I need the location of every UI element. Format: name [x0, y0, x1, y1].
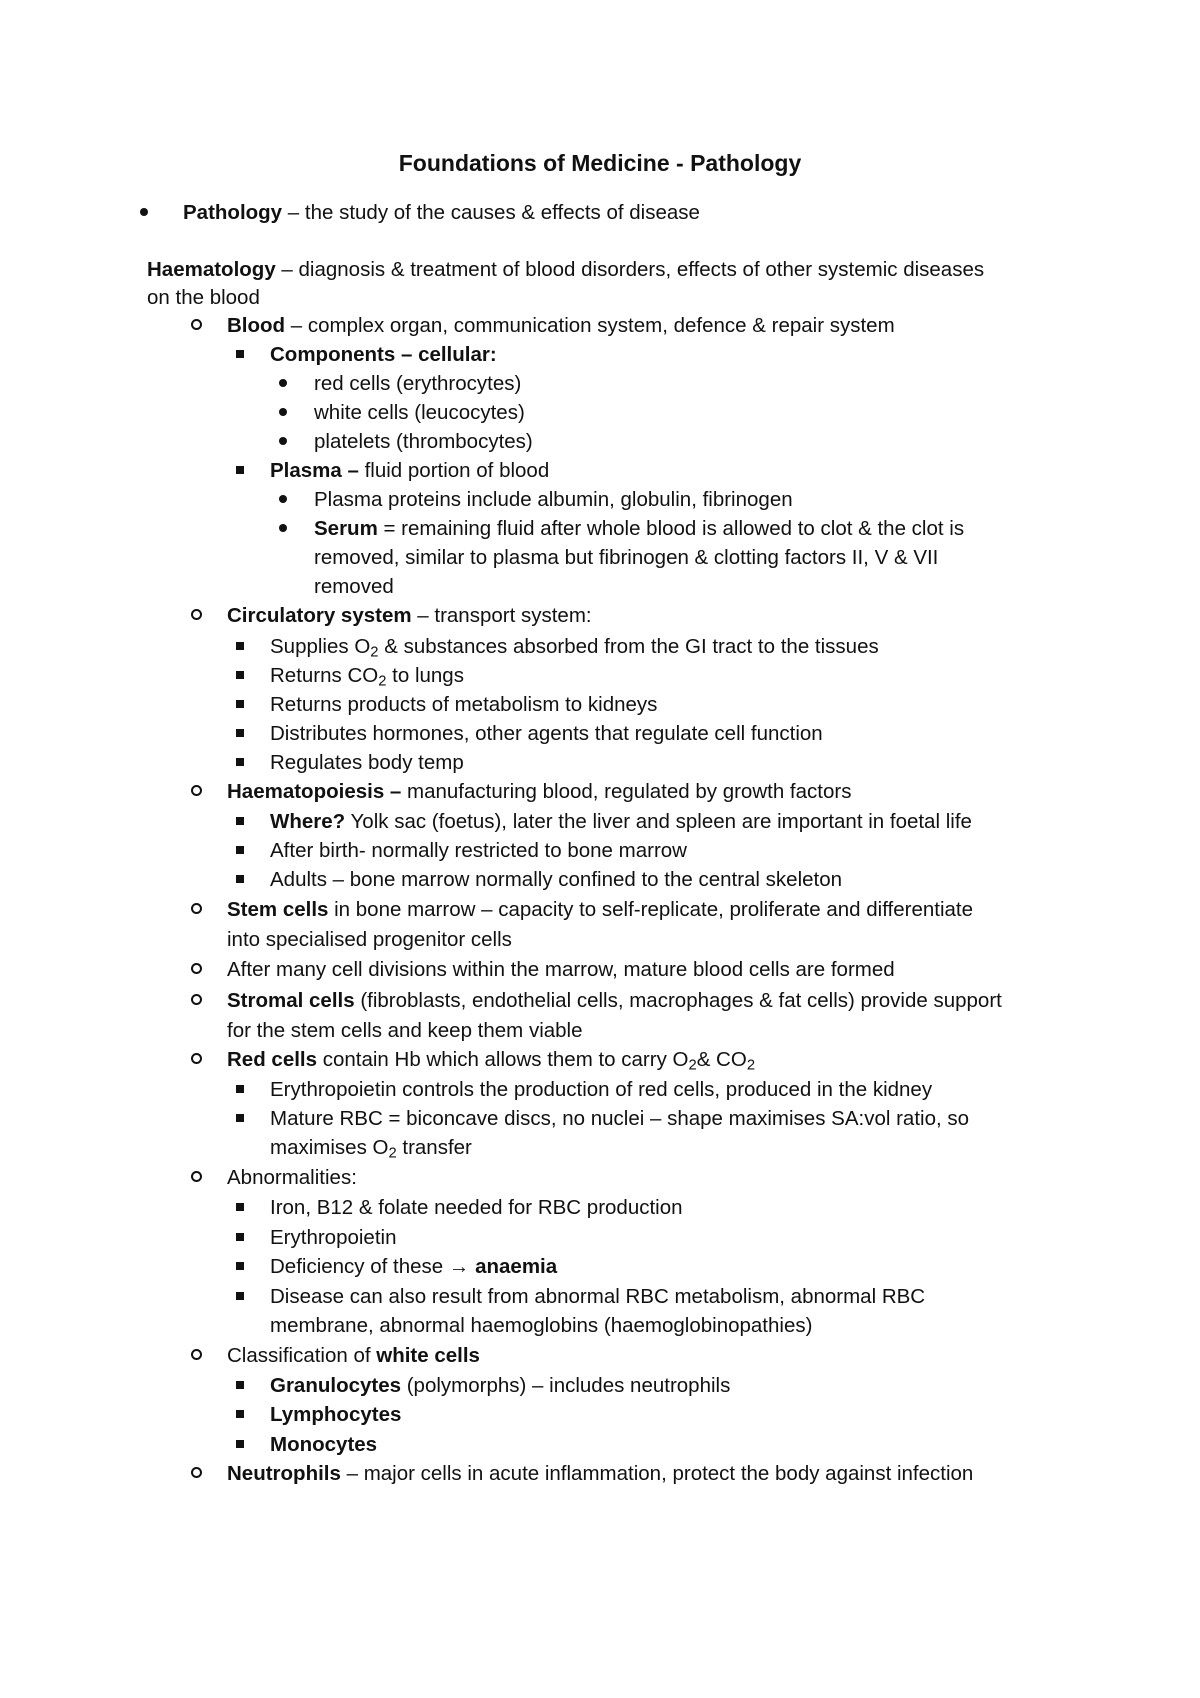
square-bullet-icon: [236, 700, 244, 708]
square-bullet-icon: [236, 1085, 244, 1093]
circle-bullet-icon: [191, 319, 202, 330]
square-bullet-icon: [236, 466, 244, 474]
square-bullet-icon: [236, 1381, 244, 1389]
square-bullet-icon: [236, 1440, 244, 1448]
document-page: Foundations of Medicine - Pathology Pathology – the study of the causes & effects of disease Haematology – diagnosis & treatment of blood disorders, effects of other systemic diseases on the blood Blood – complex organ, communication system, defence & repair system Components – cellular: red cells (erythrocytes) white cells (leucocytes) platelets (thrombocytes) Plasma – fluid portion of blood Plasma proteins include albumin, globulin, fibrinogen Serum = remaining fluid after whole blood is allowed to clot & the clot is removed, similar to plasma but fibrinogen & clotting factors II, V & VII removed Circulatory system – transport system: Supplies $O_2$ & substances absorbed from the GI tract to the tissues Returns $CO_2$ to lungs Returns products of metabolism to kidneys Distributes hormones, other agents that regulate cell function Regulates body temp Haematopoiesis – manufacturing blood, regulated by growth factors Where? Yolk sac (foetus), later the liver and spleen are important in foetal life After birth- normally restricted to bone marrow Adults – bone marrow normally confined to the central skeleton Stem cells in bone marrow – capacity to self-replicate, proliferate and differentiate into specialised progenitor cells After many cell divisions within the marrow, mature blood cells are formed Stromal cells (fibroblasts, endothelial cells, macrophages & fat cells) provide support for the stem cells and keep them viable Red cells contain Hb which allows them to carry $O_2\&$ $CO_2$ Erythropoietin controls the production of red cells, produced in the kidney Mature RBC = biconcave discs, no nuclei – shape maximises SA:vol ratio, so maximises $O_2$ transfer Abnormalities: Iron, B12 & folate needed for RBC production Erythropoietin Deficiency of these → anaemia Disease can also result from abnormal RBC metabolism, abnormal RBC membrane, abnormal haemoglobins (haemoglobinopathies) Classification of white cells Granulocytes (polymorphs) – includes neutrophils Lymphocytes Monocytes Neutrophils – major cells in acute inflammation, protect the body against infection: [0, 0, 1200, 1698]
square-bullet-icon: [236, 671, 244, 679]
square-bullet-icon: [236, 1114, 244, 1122]
square-bullet-icon: [236, 817, 244, 825]
circle-bullet-icon: [191, 609, 202, 620]
square-bullet-icon: [236, 875, 244, 883]
square-bullet-icon: [236, 729, 244, 737]
square-bullet-icon: [236, 1410, 244, 1418]
square-bullet-icon: [236, 642, 244, 650]
bullet-icon: [279, 408, 287, 416]
square-bullet-icon: [236, 1262, 244, 1270]
bullet-icon: [140, 208, 148, 216]
page-title: Foundations of Medicine - Pathology: [398, 150, 802, 176]
arrow-icon: →: [448, 1255, 470, 1278]
term: Pathology: [183, 201, 283, 224]
square-bullet-icon: [236, 1203, 244, 1211]
square-bullet-icon: [236, 1233, 244, 1241]
bullet-icon: [279, 437, 287, 445]
term: Haematology: [147, 258, 276, 281]
definition-text: – diagnosis & treatment of blood disorders, effects of other systemic diseases: [275, 258, 985, 281]
circle-bullet-icon: [191, 963, 202, 974]
circle-bullet-icon: [191, 1349, 202, 1360]
square-bullet-icon: [236, 350, 244, 358]
bullet-icon: [279, 379, 287, 387]
circle-bullet-icon: [191, 1171, 202, 1182]
circle-bullet-icon: [191, 1053, 202, 1064]
circle-bullet-icon: [191, 903, 202, 914]
bullet-icon: [279, 524, 287, 532]
term: Blood: [227, 314, 286, 337]
square-bullet-icon: [236, 846, 244, 854]
circle-bullet-icon: [191, 994, 202, 1005]
definition-text: – the study of the causes & effects of disease: [282, 201, 700, 224]
circle-bullet-icon: [191, 785, 202, 796]
square-bullet-icon: [236, 758, 244, 766]
bullet-icon: [279, 495, 287, 503]
square-bullet-icon: [236, 1292, 244, 1300]
circle-bullet-icon: [191, 1467, 202, 1478]
